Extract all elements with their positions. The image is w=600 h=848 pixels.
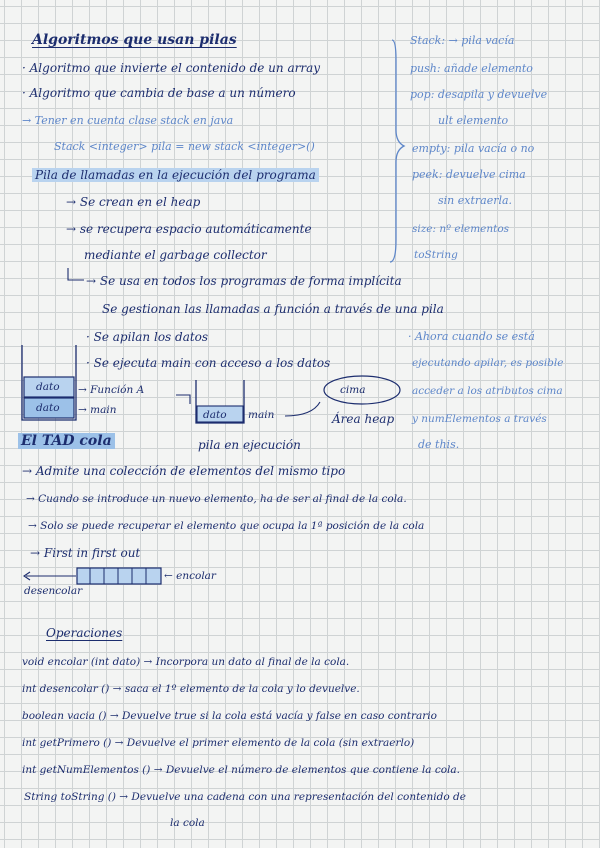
bullet-invert-array: · Algoritmo que invierte el contenido de un array (22, 61, 321, 75)
arrow-main-to-cima (285, 402, 320, 416)
op-vacia: boolean vacia () → Devuelve true si la cola está vacía y false en caso contrario (22, 710, 437, 722)
label-area-heap: Área heap (332, 412, 395, 426)
stack-method-pop-cont: ult elemento (438, 114, 509, 127)
stack-label-dato-bottom: dato (36, 402, 60, 414)
label-main-right: main (248, 409, 275, 421)
heap-line-3: mediante el garbage collector (84, 248, 267, 262)
cola-line-4: → First in first out (30, 546, 141, 560)
label-funcion-a: → Función A (78, 384, 145, 396)
op-tostring: String toString () → Devuelve una cadena con una representación del contenido de (24, 791, 466, 803)
tad-cola-heading: El TAD cola (18, 434, 115, 448)
cola-line-3: → Solo se puede recuperar el elemento que ocupa la 1ª posición de la cola (28, 520, 425, 532)
note-line-5: de this. (418, 438, 460, 451)
cola-line-1: → Admite una colección de elementos del mismo tipo (22, 464, 346, 478)
label-pila-ejecucion: pila en ejecución (198, 438, 301, 452)
op-tostring-cont: la cola (170, 817, 205, 829)
usa-line-3: · Se apilan los datos (86, 330, 209, 344)
stack-method-peek: peek: devuelve cima (412, 168, 526, 181)
stack-method-peek-cont: sin extraerla. (438, 194, 513, 207)
stack-method-constructor: Stack: → pila vacía (410, 34, 515, 47)
op-encolar: void encolar (int dato) → Incorpora un dato al final de la cola. (22, 656, 350, 668)
label-cima: cima (340, 384, 366, 396)
op-get-primero: int getPrimero () → Devuelve el primer elemento de la cola (sin extraerlo) (22, 737, 415, 749)
stack-method-tostring: toString (414, 249, 458, 261)
stack-method-size: size: nº elementos (412, 223, 510, 235)
note-line-2: ejecutando apilar, es posible (412, 357, 564, 369)
stack-method-push: push: añade elemento (410, 62, 533, 75)
page-title: Algoritmos que usan pilas (32, 32, 237, 48)
brace-bracket (390, 40, 404, 262)
stack-label-dato-top: dato (36, 381, 60, 393)
arrow-hook-usa (68, 268, 84, 280)
usa-line-4: · Se ejecuta main con acceso a los datos (86, 356, 331, 370)
stack-method-empty: empty: pila vacía o no (412, 142, 535, 155)
label-desencolar: desencolar (24, 585, 83, 597)
arrow-to-right-stack (176, 395, 190, 404)
op-desencolar: int desencolar () → saca el 1º elemento de la cola y lo devuelve. (22, 683, 360, 695)
label-main-left: → main (78, 404, 117, 416)
stack-method-pop: pop: desapila y devuelve (410, 88, 548, 101)
code-stack-declaration: Stack <integer> pila = new stack <integer>() (54, 140, 315, 153)
note-line-1: · Ahora cuando se está (408, 330, 535, 343)
pila-llamadas-heading: Pila de llamadas en la ejecución del programa (32, 168, 319, 182)
op-get-num-elementos: int getNumElementos () → Devuelve el número de elementos que contiene la cola. (22, 764, 460, 776)
operaciones-heading: Operaciones (46, 626, 123, 640)
stack-label-dato-right: dato (203, 409, 227, 421)
heap-line-1: → Se crean en el heap (66, 195, 201, 209)
cola-line-2: → Cuando se introduce un nuevo elemento, ha de ser al final de la cola. (26, 493, 407, 505)
bullet-change-base: · Algoritmo que cambia de base a un número (22, 86, 296, 100)
bullet-java-stack: → Tener en cuenta clase stack en java (22, 114, 234, 127)
usa-line-1: → Se usa en todos los programas de forma implícita (86, 274, 402, 288)
heap-line-2: → se recupera espacio automáticamente (66, 222, 312, 236)
note-line-3: acceder a los atributos cima (412, 385, 563, 397)
note-line-4: y numElementos a través (412, 413, 547, 425)
usa-line-2: Se gestionan las llamadas a función a través de una pila (102, 302, 444, 316)
label-encolar: ← encolar (164, 570, 216, 582)
